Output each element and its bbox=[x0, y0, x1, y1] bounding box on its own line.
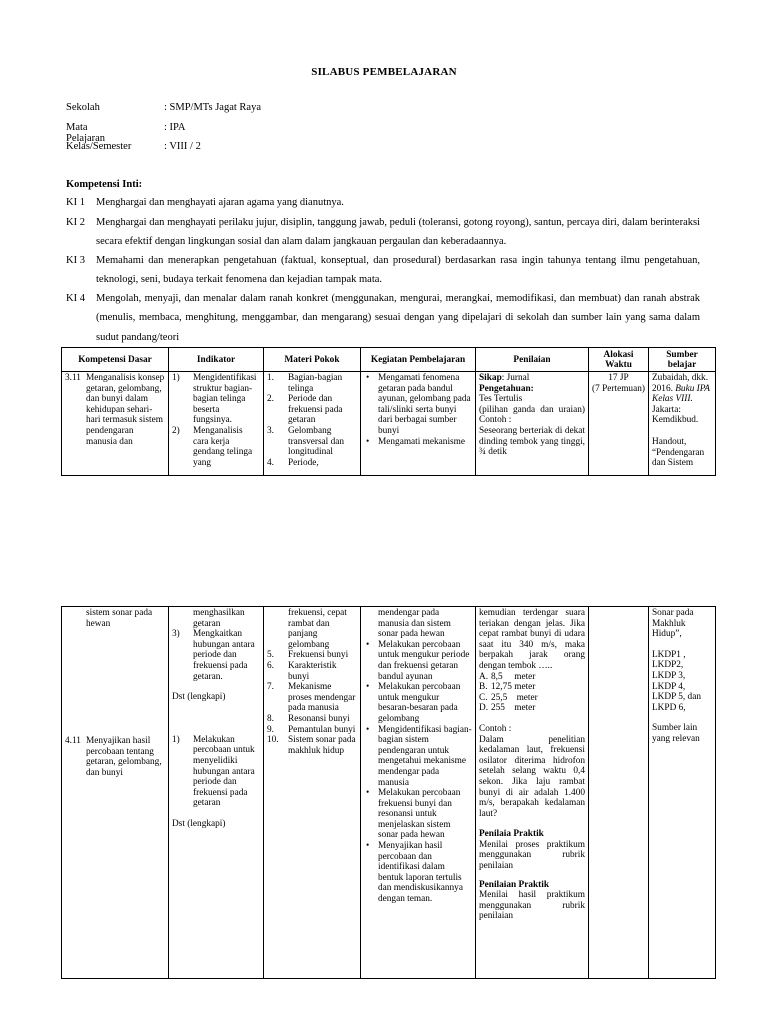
kd-cell: sistem sonar pada hewan 4.11 Menyajikan hasil percobaan tentang getaran, gelombang, dan bunyi bbox=[62, 607, 169, 979]
ki-text: Memahami dan menerapkan pengetahuan (faktual, konseptual, dan prosedural) berdasarkan rasa ingin tahunya tentang ilmu pengetahuan, teknologi, seni, budaya terkait fenomena dan kejadian tampak mata. bbox=[96, 255, 700, 286]
header-cell: Kompetensi Dasar bbox=[62, 348, 169, 372]
meta-label: Kelas/Semester bbox=[66, 141, 132, 152]
ki-item bbox=[66, 251, 700, 290]
list-item: 3. Gelombang transversal dan longitudinal bbox=[267, 425, 345, 458]
list-item: 4. Periode, bbox=[267, 457, 319, 468]
kd-text: Menyajikan hasil percobaan tentang getaran, gelombang, dan bunyi bbox=[86, 736, 162, 778]
table-row bbox=[62, 372, 716, 476]
ki-code: KI 4 bbox=[66, 293, 85, 304]
list-item: 3) Mengkaitkan hubungan antara periode dan frekuensi pada getaran. bbox=[172, 629, 255, 682]
list-item: 5. Frekuensi bunyi bbox=[267, 650, 349, 661]
list-item: 1) Melakukan percobaan untuk menyelidiki hubungan antara periode dan frekuensi pada getaran bbox=[172, 734, 255, 809]
list-item: 1. Bagian-bagian telinga bbox=[267, 373, 343, 394]
header-cell: Sumber belajar bbox=[649, 348, 716, 372]
materi-list bbox=[267, 373, 357, 468]
materi-list bbox=[267, 650, 357, 756]
indikator-cell: menghasilkan getaran 3) Mengkaitkan hubungan antara periode dan frekuensi pada getaran. Dst (lengkapi) 1) Melakukan percobaan untuk menyelidiki hubungan antara periode dan frekuensi pada getaran Dst (lengkapi) bbox=[169, 607, 264, 979]
ki-code: KI 2 bbox=[66, 217, 85, 228]
ki-text: Menghargai dan menghayati ajaran agama yang dianutnya. bbox=[96, 197, 344, 208]
list-item: 2) Menganalisis cara kerja gendang telinga yang bbox=[172, 425, 253, 468]
table-header-row bbox=[62, 348, 716, 372]
page-title: SILABUS PEMBELAJARAN bbox=[311, 66, 457, 78]
kegiatan-cell: mendengar pada manusia dan sistem sonar pada hewan • Melakukan percobaan untuk mengukur periode dan frekuensi getaran bandul ayunan • Melakukan percobaan untuk mengukur besaran-besaran pada gelombang • Mengidentifikasi bagian-bagian sistem pendengaran untuk mengetahui mekanisme mendengar pada manusia • Melakukan percobaan frekuensi bunyi dan resonansi untuk menjelaskan sistem sonar pada hewan • Menyajikan hasil percobaan dan identifikasi dalam bentuk laporan tertulis dan mendiskusikannya dengan teman. bbox=[361, 607, 476, 979]
list-item: • Mengamati fenomena getaran pada bandul ayunan, gelombang pada tali/slinki serta bunyi dari berbagai sumber bunyi bbox=[366, 373, 471, 436]
sumber-cell: Sonar pada Makhluk Hidup”, LKDP1 , LKDP2, LKDP 3, LKDP 4, LKDP 5, dan LKPD 6, Sumber lain yang relevan bbox=[649, 607, 716, 979]
indikator-list bbox=[172, 629, 260, 682]
table-row bbox=[62, 607, 716, 979]
materi-cell bbox=[264, 372, 361, 476]
kd-code: 4.11 bbox=[65, 736, 81, 747]
list-item: • Melakukan percobaan frekuensi bunyi dan resonansi untuk menjelaskan sistem sonar pada hewan bbox=[366, 788, 461, 841]
bullet-icon: • bbox=[366, 436, 370, 447]
kd-cell bbox=[62, 372, 169, 476]
indikator-cell bbox=[169, 372, 264, 476]
ki-text: Mengolah, menyaji, dan menalar dalam ranah konkret (menggunakan, mengurai, merangkai, memodifikasi, dan membuat) dan ranah abstrak (menulis, membaca, menghitung, menggambar, dan mengarang) sesuai dengan yang dipelajari di sekolah dan sumber lain yang sama dalam sudut pandang/teori bbox=[96, 293, 700, 343]
kegiatan-list bbox=[364, 640, 472, 905]
header-cell: Indikator bbox=[169, 348, 264, 372]
list-item: • Mengamati mekanisme bbox=[366, 436, 466, 447]
header-cell: Materi Pokok bbox=[264, 348, 361, 372]
kegiatan-cell bbox=[361, 372, 476, 476]
answer-options: A. 8,5 meter B. 12,75 meter C. 25,5 meter D. 255 meter bbox=[479, 671, 538, 714]
bullet-icon: • bbox=[366, 682, 370, 693]
list-item: • Melakukan percobaan untuk mengukur besaran-besaran pada gelombang bbox=[366, 682, 461, 724]
list-item: 10. Sistem sonar pada makhluk hidup bbox=[267, 735, 356, 756]
kd-text: Menganalisis konsep getaran, gelombang, dan bunyi dalam kehidupan sehari-hari termasuk sistem pendengaran manusia dan bbox=[86, 373, 165, 447]
ki-code: KI 1 bbox=[66, 197, 85, 208]
header-cell: Kegiatan Pembelajaran bbox=[361, 348, 476, 372]
penilaian-cell: kemudian terdengar suara teriakan dengan jelas. Jika cepat rambat bunyi di udara saat itu 340 m/s, maka berpakah jarak orang dengan tembok ….. A. 8,5 meter B. 12,75 meter C. 25,5 meter D. 255 meter Contoh : Dalam penelitian kedalaman laut, frekuensi osilator diterima hidrofon setelah selang waktu 0,4 sekon. Jika laju rambat bunyi di air adalah 1.400 m/s, berapakah kedalaman laut? Penilaia Praktik Menilai proses praktikum menggunakan rubrik penilaian Penilaian Praktik Menilai hasil praktikum menggunakan rubrik penilaian bbox=[476, 607, 589, 979]
materi-cell: frekuensi, cepat rambat dan panjang gelombang 5. Frekuensi bunyi 6. Karakteristik bunyi 7. Mekanisme proses mendengar pada manusia 8. Resonansi bunyi 9. Pemantulan bunyi 10. Sistem sonar pada makhluk hidup bbox=[264, 607, 361, 979]
bullet-icon: • bbox=[366, 788, 370, 799]
sumber-cell: Zubaidah, dkk. 2016. Buku IPA Kelas VIII. Jakarta: Kemdikbud. Handout, “Pendengaran dan Sistem bbox=[649, 372, 716, 476]
ki-text: Menghargai dan menghayati perilaku jujur, disiplin, tanggung jawab, peduli (toleransi, gotong royong), santun, percaya diri, dalam berinteraksi secara efektif dengan lingkungan sosial dan alam dalam jangkauan pergaulan dan keberadaannya. bbox=[96, 217, 700, 248]
list-item: 8. Resonansi bunyi bbox=[267, 713, 350, 724]
ki-item bbox=[66, 193, 700, 212]
list-item: 2. Periode dan frekuensi pada getaran bbox=[267, 394, 343, 426]
bullet-icon: • bbox=[366, 639, 370, 650]
kegiatan-list bbox=[364, 373, 472, 447]
bullet-icon: • bbox=[366, 373, 370, 383]
list-item: 7. Mekanisme proses mendengar pada manusia bbox=[267, 682, 356, 714]
meta-value: : VIII / 2 bbox=[164, 141, 201, 152]
header-cell: Penilaian bbox=[476, 348, 589, 372]
bullet-icon: • bbox=[366, 841, 370, 852]
list-item: • Melakukan percobaan untuk mengukur periode dan frekuensi getaran bandul ayunan bbox=[366, 639, 470, 682]
ki-item bbox=[66, 289, 700, 347]
syllabus-table-part1 bbox=[61, 347, 716, 476]
list-item: 6. Karakteristik bunyi bbox=[267, 660, 337, 682]
list-item: 9. Pemantulan bunyi bbox=[267, 724, 356, 735]
list-item: 1) Mengidentifikasi struktur bagian-bagian telinga beserta fungsinya. bbox=[172, 373, 257, 426]
list-item: • Mengidentifikasi bagian-bagian sistem pendengaran untuk mengetahui mekanisme mendengar pada manusia bbox=[366, 724, 472, 788]
list-item: • Menyajikan hasil percobaan dan identifikasi dalam bentuk laporan tertulis dan mendiskusikannya dengan teman. bbox=[366, 841, 463, 905]
alokasi-cell bbox=[589, 607, 649, 979]
ki-code: KI 3 bbox=[66, 255, 85, 266]
indikator-list bbox=[172, 373, 260, 468]
syllabus-table-part2 bbox=[61, 606, 716, 979]
ki-item bbox=[66, 213, 700, 252]
kd-code: 3.11 bbox=[65, 373, 81, 383]
meta-value: : IPA bbox=[164, 121, 186, 133]
ki-heading: Kompetensi Inti: bbox=[66, 179, 143, 190]
meta-label: Sekolah bbox=[66, 102, 100, 113]
header-cell: Alokasi Waktu bbox=[589, 348, 649, 372]
meta-value: : SMP/MTs Jagat Raya bbox=[164, 102, 261, 113]
bullet-icon: • bbox=[366, 724, 370, 735]
meta-label: Mata Pelajaran bbox=[66, 121, 106, 144]
penilaian-cell: Sikap: Jurnal Pengetahuan: Tes Tertulis (pilihan ganda dan uraian) Contoh : Seseorang berteriak di dekat dinding tembok yang tinggi, ¾ detik bbox=[476, 372, 589, 476]
alokasi-cell: 17 JP (7 Pertemuan) bbox=[589, 372, 649, 476]
indikator-list bbox=[172, 735, 260, 809]
